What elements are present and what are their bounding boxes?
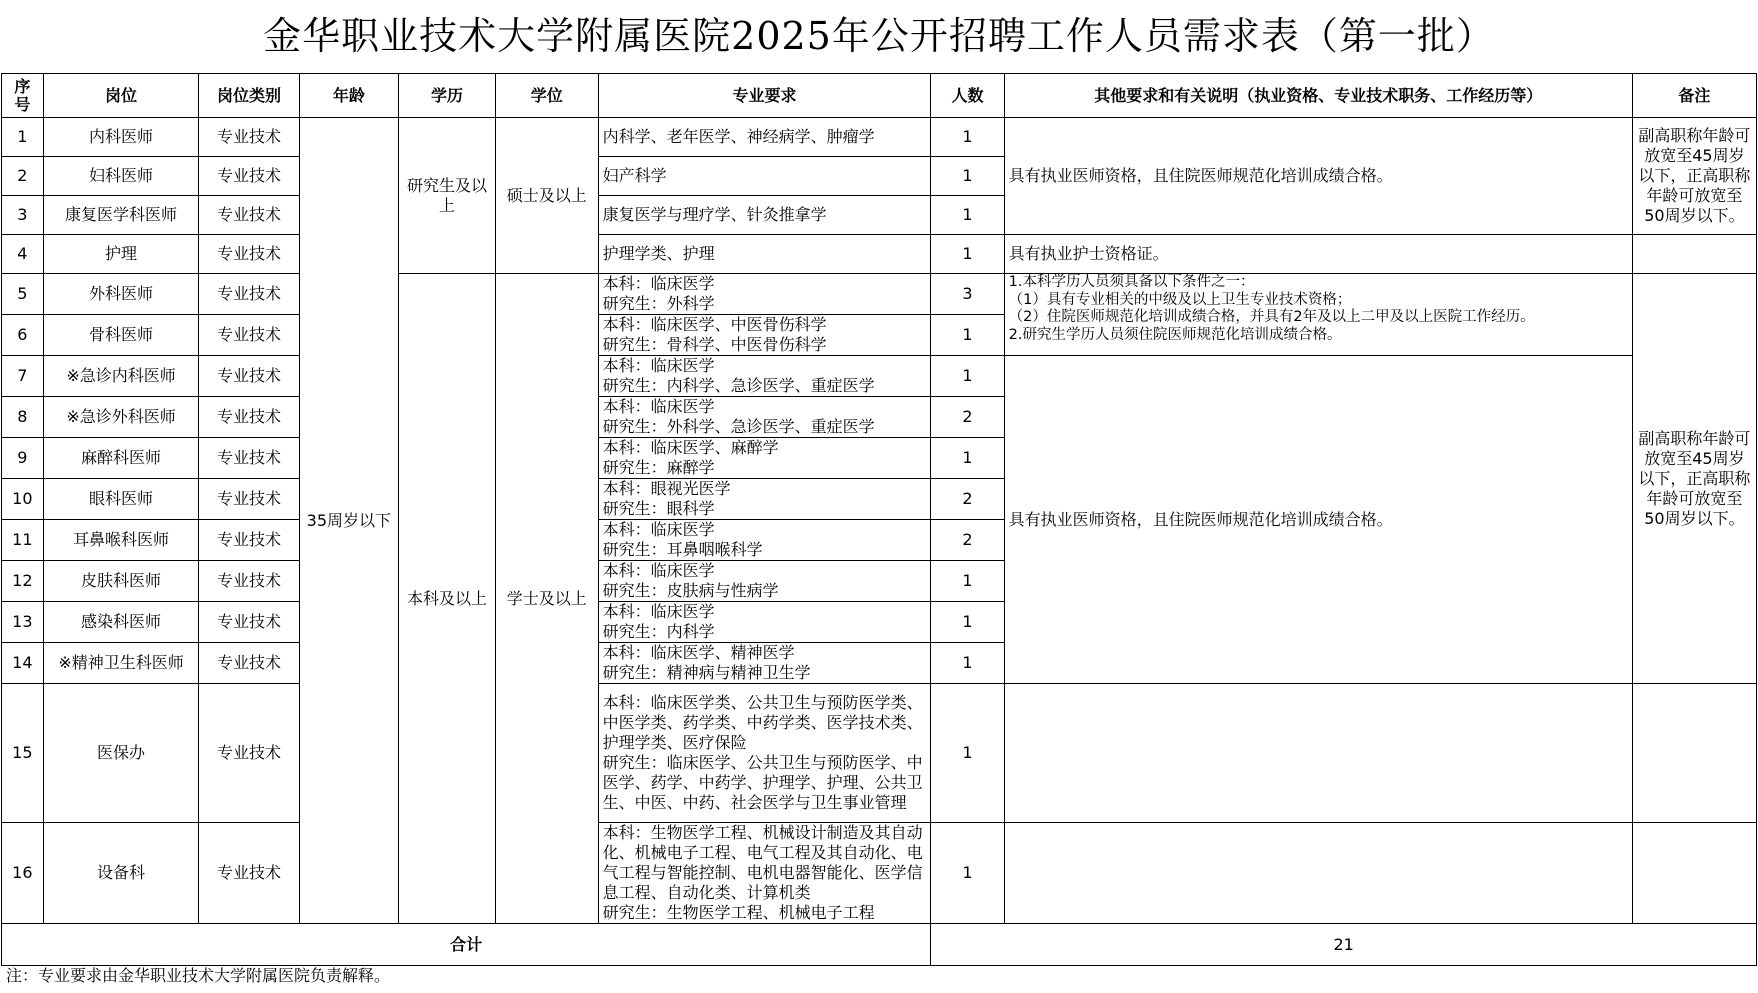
age-merged: 35周岁以下 [299, 118, 398, 924]
row-post: 康复医学科医师 [43, 196, 199, 235]
header-post-type: 岗位类别 [199, 74, 299, 118]
row-seq: 10 [2, 479, 44, 520]
row-seq: 15 [2, 684, 44, 823]
row-seq: 9 [2, 438, 44, 479]
row-count: 1 [931, 315, 1004, 356]
row-post: 设备科 [43, 823, 199, 924]
row-post-type: 专业技术 [199, 235, 299, 274]
row-post-type: 专业技术 [199, 274, 299, 315]
row-major: 本科：临床医学 研究生：外科学、急诊医学、重症医学 [598, 397, 931, 438]
row-seq: 2 [2, 157, 44, 196]
row-major: 本科：临床医学 研究生：内科学、急诊医学、重症医学 [598, 356, 931, 397]
row-seq: 11 [2, 520, 44, 561]
table-row [2, 118, 1757, 157]
row-major: 本科：临床医学类、公共卫生与预防医学类、中医学类、药学类、中药学类、医学技术类、护理学类、医疗保险 研究生：临床医学、公共卫生与预防医学、中医学、药学、中药学、护理学、护理、公共卫生、中医、中药、社会医学与卫生事业管理 [598, 684, 931, 823]
row-count: 1 [931, 684, 1004, 823]
row-post: 耳鼻喉科医师 [43, 520, 199, 561]
row-major: 护理学类、护理 [598, 235, 931, 274]
row-post-type: 专业技术 [199, 643, 299, 684]
row-major: 内科学、老年医学、神经病学、肿瘤学 [598, 118, 931, 157]
row-seq: 8 [2, 397, 44, 438]
page-title: 金华职业技术大学附属医院2025年公开招聘工作人员需求表（第一批） [263, 14, 1495, 58]
row-post: 麻醉科医师 [43, 438, 199, 479]
row-seq: 13 [2, 602, 44, 643]
row-post: 内科医师 [43, 118, 199, 157]
row-post-type: 专业技术 [199, 356, 299, 397]
remark-empty [1632, 235, 1756, 274]
footnote: 注：专业要求由金华职业技术大学附属医院负责解释。 [6, 966, 391, 985]
row-count: 1 [931, 196, 1004, 235]
row-count: 1 [931, 823, 1004, 924]
row-count: 1 [931, 438, 1004, 479]
row-seq: 12 [2, 561, 44, 602]
row-post: ※急诊内科医师 [43, 356, 199, 397]
row-major: 本科：临床医学、精神医学 研究生：精神病与精神卫生学 [598, 643, 931, 684]
row-post-type: 专业技术 [199, 602, 299, 643]
row-major: 本科：临床医学 研究生：内科学 [598, 602, 931, 643]
row-seq: 14 [2, 643, 44, 684]
edu-bachelor-merged: 本科及以上 [398, 274, 495, 924]
header-count: 人数 [931, 74, 1004, 118]
table-row [2, 235, 1757, 274]
row-post-type: 专业技术 [199, 157, 299, 196]
header-post: 岗位 [43, 74, 199, 118]
total-value: 21 [931, 924, 1757, 966]
row-post: 外科医师 [43, 274, 199, 315]
row-post-type: 专业技术 [199, 561, 299, 602]
row-post: ※急诊外科医师 [43, 397, 199, 438]
row-count: 1 [931, 157, 1004, 196]
remark-5-14: 副高职称年龄可放宽至45周岁以下，正高职称年龄可放宽至50周岁以下。 [1632, 274, 1756, 684]
row-count: 1 [931, 561, 1004, 602]
row-post: 医保办 [43, 684, 199, 823]
row-count: 1 [931, 118, 1004, 157]
row-seq: 1 [2, 118, 44, 157]
total-label: 合计 [2, 924, 931, 966]
total-row [2, 924, 1757, 966]
row-seq: 6 [2, 315, 44, 356]
row-post-type: 专业技术 [199, 438, 299, 479]
row-post: 感染科医师 [43, 602, 199, 643]
row-count: 2 [931, 397, 1004, 438]
row-major: 康复医学与理疗学、针灸推拿学 [598, 196, 931, 235]
row-seq: 16 [2, 823, 44, 924]
row-post: 皮肤科医师 [43, 561, 199, 602]
row-seq: 7 [2, 356, 44, 397]
remark-empty [1632, 684, 1756, 823]
row-post: 骨科医师 [43, 315, 199, 356]
header-seq: 序号 [2, 74, 44, 118]
row-count: 1 [931, 643, 1004, 684]
row-major: 本科：临床医学、麻醉学 研究生：麻醉学 [598, 438, 931, 479]
header-row [2, 74, 1757, 118]
table-row [2, 684, 1757, 823]
row-post-type: 专业技术 [199, 118, 299, 157]
row-count: 1 [931, 356, 1004, 397]
row-post: 妇科医师 [43, 157, 199, 196]
row-post-type: 专业技术 [199, 479, 299, 520]
degree-master-merged: 硕士及以上 [495, 118, 598, 274]
row-count: 2 [931, 520, 1004, 561]
header-other: 其他要求和有关说明（执业资格、专业技术职务、工作经历等） [1004, 74, 1632, 118]
table-body [2, 118, 1757, 924]
row-seq: 5 [2, 274, 44, 315]
row-major: 妇产科学 [598, 157, 931, 196]
other-7-14: 具有执业医师资格，且住院医师规范化培训成绩合格。 [1004, 356, 1632, 684]
remark-empty [1632, 823, 1756, 924]
other-empty [1004, 684, 1632, 823]
header-remark: 备注 [1632, 74, 1756, 118]
header-major: 专业要求 [598, 74, 931, 118]
row-count: 1 [931, 235, 1004, 274]
row-count: 1 [931, 602, 1004, 643]
row-major: 本科：临床医学 研究生：耳鼻咽喉科学 [598, 520, 931, 561]
edu-grad-merged: 研究生及以上 [398, 118, 495, 274]
row-post-type: 专业技术 [199, 196, 299, 235]
row-post: 护理 [43, 235, 199, 274]
row-post: ※精神卫生科医师 [43, 643, 199, 684]
row-seq: 3 [2, 196, 44, 235]
header-education: 学历 [398, 74, 495, 118]
recruitment-table [1, 73, 1757, 966]
header-degree: 学位 [495, 74, 598, 118]
other-1-3: 具有执业医师资格，且住院医师规范化培训成绩合格。 [1004, 118, 1632, 235]
table-row [2, 274, 1757, 315]
row-post-type: 专业技术 [199, 315, 299, 356]
row-major: 本科：眼视光医学 研究生：眼科学 [598, 479, 931, 520]
row-count: 2 [931, 479, 1004, 520]
other-5-6: 1.本科学历人员须具备以下条件之一： （1）具有专业相关的中级及以上卫生专业技术资格； （2）住院医师规范化培训成绩合格，并具有2年及以上二甲及以上医院工作经历。 2.研究生学历人员须住院医师规范化培训成绩合格。 [1004, 274, 1632, 356]
row-major: 本科：临床医学、中医骨伤科学 研究生：骨科学、中医骨伤科学 [598, 315, 931, 356]
header-age: 年龄 [299, 74, 398, 118]
row-post-type: 专业技术 [199, 520, 299, 561]
remark-1-3: 副高职称年龄可放宽至45周岁以下，正高职称年龄可放宽至50周岁以下。 [1632, 118, 1756, 235]
row-post: 眼科医师 [43, 479, 199, 520]
other-empty [1004, 823, 1632, 924]
table-row [2, 356, 1757, 397]
row-post-type: 专业技术 [199, 823, 299, 924]
other-4: 具有执业护士资格证。 [1004, 235, 1632, 274]
row-count: 3 [931, 274, 1004, 315]
row-post-type: 专业技术 [199, 684, 299, 823]
row-major: 本科：临床医学 研究生：外科学 [598, 274, 931, 315]
row-seq: 4 [2, 235, 44, 274]
row-major: 本科：临床医学 研究生：皮肤病与性病学 [598, 561, 931, 602]
row-major: 本科：生物医学工程、机械设计制造及其自动化、机械电子工程、电气工程及其自动化、电气工程与智能控制、电机电器智能化、医学信息工程、自动化类、计算机类 研究生：生物医学工程、机械电子工程 [598, 823, 931, 924]
row-post-type: 专业技术 [199, 397, 299, 438]
degree-bachelor-merged: 学士及以上 [495, 274, 598, 924]
table-row [2, 823, 1757, 924]
